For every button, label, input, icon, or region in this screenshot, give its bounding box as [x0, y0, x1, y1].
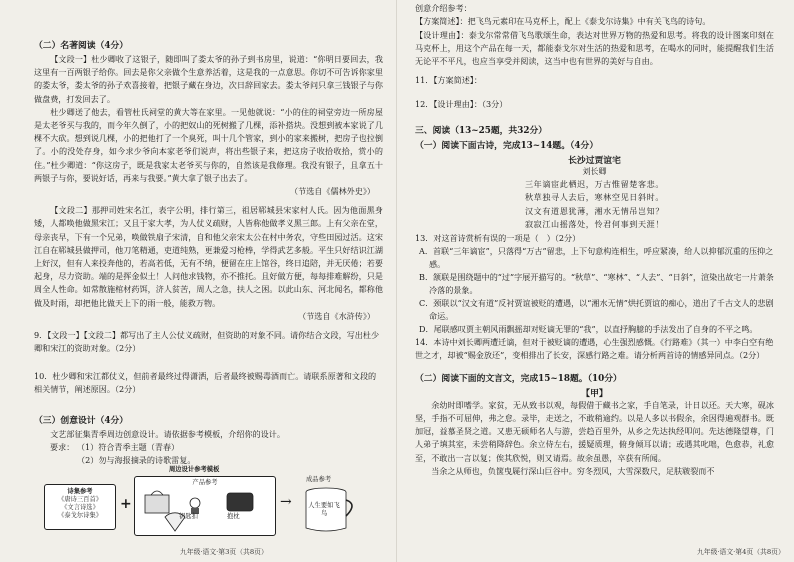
classical-passage-continued: 当余之从师也，负箧曳屣行深山巨谷中。穷冬烈风，大雪深数尺，足肤皲裂而不: [431, 465, 715, 476]
poem-line: 三年谪宦此栖迟，万古惟留楚客悲。: [524, 179, 665, 190]
template-title: 周边设计参考模板: [169, 465, 220, 473]
product-label-keychain: 钥匙扣: [179, 512, 198, 520]
right-footer: 九年级·语文·第4页（共8页）: [697, 548, 785, 556]
product-sketch: [135, 489, 275, 533]
poem-ref-item: 《文言诗选》: [61, 503, 99, 511]
question-11: 11．【方案简述】：: [415, 75, 482, 86]
classical-passage: 余幼时即嗜学。家贫，无从致书以观，每假借于藏书之家，手自笔录，计日以还。天大寒，砚冰坚，手指不可屈伸，弗之怠。录毕，走送之，不敢稍逾约。以是人多以书假余，余因得遍观群书。既加冠，益慕圣贤之道。又患无硕师名人与游，尝趋百里外，从乡之先达执经叩问。先达德隆望尊，门人弟子填其室，未尝稍降辞色。余立侍左右，援疑质理，俯身倾耳以请；或遇其叱咄，色愈恭，礼愈至，不敢出一言以复；俟其欣悦，则又请焉。故余虽愚，卒获有所闻。: [415, 399, 774, 463]
question-13-option-a: A．首联“三年谪宦”，只落得“万古”留悲，上下句意构连相生，呼应紧凑，给人以抑郁沉重的压抑之感。: [419, 246, 774, 270]
question-9: 9．【文段一】【文段二】都写出了主人公仗义疏财，但资助的对象不同。请你结合文段，写出杜少卿和宋江的资助对象。（2分）: [34, 330, 380, 354]
left-footer: 九年级·语文·第3页（共8页）: [180, 548, 268, 556]
passage-one-paragraph-1: 【文段一】杜少卿收了这银子，随即叫了娄太爷的孙子到书房里，说道：“你明日要回去，我这里有一百两银子给你。回去是你父亲做个生意养活着，这是我的一点意思。你切不可告诉你家里的娄太爷，娄太爷的孙子欢喜接着，把银子藏在身边，次日辞回家去。娄太爷问只拿三钱银子与你做盘费，打发回去了。: [34, 54, 383, 104]
question-12: 12．【设计理由】：（3分）: [415, 98, 508, 109]
poem-collection-card: [44, 484, 116, 530]
classical-section-heading: （二）阅读下面的文言文，完成15~18题。（10分）: [415, 373, 622, 384]
reference-reason: 【设计理由】：泰戈尔常常借飞鸟歌颂生命，表达对世界万物的热爱和思考。将我的设计图案印刻在马克杯上，用这个产品在每一天，都能泰戈尔对生活的热爱和思考，在喝水的同时，能提醒我们生活无论平不平凡，也应当享受并阅读，这当中也有世界的美好与自由。: [415, 29, 774, 67]
requirement-2: （2）勿与海报摘录的诗歌雷复。: [77, 455, 196, 466]
reference-title: 创意介绍参考：: [415, 3, 472, 13]
poem-line: 寂寂江山摇落处，怜君何事到天涯！: [524, 219, 665, 230]
result-title: 成品参考: [306, 475, 332, 483]
mug-text: 人生要如飞鸟: [308, 501, 340, 517]
chuangyi-heading: （三）创意设计（4分）: [34, 415, 129, 426]
poem-line: 秋草独寻人去后，寒林空见日斜时。: [524, 192, 665, 203]
product-reference-panel: [134, 476, 276, 536]
passage-one-source: （节选自《儒林外史》）: [290, 186, 375, 197]
poem-title: 长沙过贾谊宅: [568, 156, 621, 167]
passage-two-source: （节选自《水浒传》）: [298, 310, 375, 321]
question-14: 14．本诗中刘长卿两遭迁谪，但对于被贬谪的遭遇，心生强烈感慨。《行路难》（其一）中李白空有绝世之才，却被“赐金放还”，变相排出了长安，深感行路之难。请分析两首诗的情感异同点。（2分）: [415, 337, 774, 361]
reference-scheme: 【方案简述】：把飞鸟元素印在马克杯上，配上《泰戈尔诗集》中有关飞鸟的诗句。: [415, 16, 711, 27]
chuangyi-intro: 文艺部征集青季周边创意设计。请依据参考模板，介绍你的设计。: [50, 428, 285, 439]
passage-two-paragraph: 【文段二】那押司姓宋名江，表字公明，排行第三，祖居郓城县宋家村人氏。因为他面黑身矮，人都唤他做黑宋江；又且于家大孝，为人仗义疏财，人皆称他做孝义黑三郎。上有父亲在堂，母亲丧早，下有一个兄弟，唤做铁扇子宋清，自和他父亲宋太公在村中务农，守些田园过活。这宋江自在郓城县做押司，他刀笔精通，吏道纯熟，更兼爱习枪棒，学得武艺多般。平生只好结识江湖上好汉，但有人来投奔他的，若高若低，无有不纳，便留在庄上馆谷，终日追陪，并无厌倦；若要起身，尽力资助。端的是挥金似土！人问他求钱物，亦不推托。且好做方便，每每排难解纷，只是周全人性命。如常散施棺材药饵，济人贫苦，周人之急，扶人之困。以此山东、河北闻名，都称他做及时雨，却把他比做天上下的雨一般，能救万物。: [34, 205, 383, 308]
keychain-icon: [190, 498, 200, 514]
right-page: [397, 0, 794, 562]
poem-ref-item: 《泰戈尔诗集》: [57, 511, 103, 519]
product-ref-title: 产品参考: [192, 478, 218, 486]
product-label-pillow: 抱枕: [227, 512, 240, 520]
poem-line: 汉文有道恩犹薄，湘水无情吊岂知？: [524, 205, 665, 216]
requirements: [34, 441, 383, 454]
poem-ref-item: 《唐诗三百首》: [57, 495, 103, 503]
plus-sign: +: [120, 495, 132, 512]
poem-ref-title: 诗集参考: [67, 487, 93, 495]
requirements-label: 要求：: [50, 441, 75, 452]
question-10: 10．杜少卿和宋江都仗义，但前者最终过得潇洒，后者最终被赐毒酒而亡。请联系原著和文段的相关情节，阐述原因。（2分）: [34, 370, 377, 395]
bag-icon: [145, 491, 169, 513]
question-13-option-b: B．颔联是围绕题中的“过”字展开描写的。“秋草”、“寒林”、“人去”、“日斜”，渲染出故宅一片萧条冷落的景象。: [419, 272, 774, 296]
poem-author: 刘长卿: [582, 167, 607, 177]
reading-heading: 三、阅读（13~25题，共32分）: [415, 126, 548, 137]
requirement-1: （1）符合青季主题（青春）: [76, 441, 180, 452]
question-13: 13．对这首诗赏析有误的一项是（ ）（2分）: [415, 232, 581, 243]
pillow-icon: [227, 493, 253, 511]
question-13-option-d: D．尾联感叹贾主朝风雨飘摇却对贬谪无罪的“我”，以直抒胸臆的手法发出了自身的不平之鸣。: [419, 324, 758, 335]
question-13-option-c: C．颈联以“汉文有道”反衬贾谊被贬的遭遇，以“湘水无情”烘托贾谊的痴心，道出了千古文人的悲剧命运。: [419, 298, 774, 322]
design-template-illustration: [34, 465, 383, 542]
passage-one-paragraph-2: 杜少卿送了他去，看管杜氏祠堂的黄大等在家里。一见他就说：“小的住的祠堂旁边一所房屋是太老爷买与我的，而今年久倒了，小的把奴山的死树搬了几棵，添补搭块。没想到被本家说了几棵不大砍。想到说几棵，小的把他打了一个臭死，叫十几个管家，到小的家来搬树，把房子也拉倒了。小的没处存身，如今求少爷向本家老爷们说声，将出些银子来，把这房子收拾收拾，赏小的住。”杜少卿道：“你这房子，既是我家太老爷买与你的，自然该是我修理。我没有银子，且拿五十两银子与你，要说好话，再来与我要。”黄大拿了银子出去了。: [34, 106, 383, 183]
passage-jia-label: 【甲】: [581, 388, 608, 399]
poem-section-heading: （一）阅读下面古诗，完成13~14题。（4分）: [415, 141, 599, 152]
mingzhu-heading: （二）名著阅读（4分）: [34, 41, 129, 51]
arrow-sign: →: [280, 493, 292, 510]
